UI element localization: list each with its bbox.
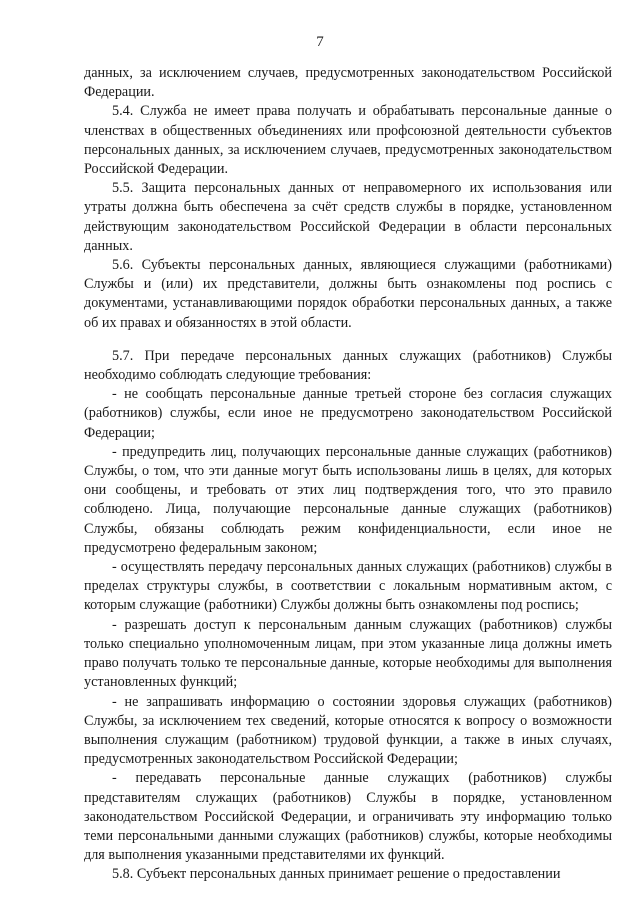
- paragraph-5-6: 5.6. Субъекты персональных данных, являющиеся служащими (работниками) Службы и (или) их представители, должны быть ознакомлены под роспись с документами, устанавливающими порядок обработки персональных данных, а также об их правах и обязанностях в этой области.: [84, 257, 612, 331]
- list-item-authorized-access: - разрешать доступ к персональным данным служащих (работников) службы только специально уполномоченным лицам, при этом указанные лица должны иметь право получать только те персональные данные, которые необходимы для выполнения установленных функций;: [84, 616, 612, 691]
- paragraph-5-7: 5.7. При передаче персональных данных служащих (работников) Службы необходимо соблюдать следующие требования:: [84, 347, 612, 384]
- list-item-internal-transfer: - осуществлять передачу персональных данных служащих (работников) службы в пределах структуры службы, в соответствии с локальным нормативным актом, с которым служащие (работники) Службы должны быть ознакомлены под роспись;: [84, 559, 612, 614]
- paragraph-5-5: 5.5. Защита персональных данных от неправомерного их использования или утраты должна быть обеспечена за счёт средств службы в порядке, установленном действующим законодательством Российской Федерации в области персональных данных.: [84, 180, 612, 254]
- list-item-no-third-party: - не сообщать персональные данные третьей стороне без согласия служащих (работников) службы, если иное не предусмотрено законодательством Российской Федерации;: [84, 386, 612, 441]
- list-item-representatives: - передавать персональные данные служащих (работников) службы представителям служащих (работников) Службы в порядке, установленном законодательством Российской Федерации, и ограничивать эту информацию только теми персональными данными служащих (работников) службы, которые необходимы для выполнения указанными представителями их функций.: [84, 770, 612, 864]
- page-number: 7: [316, 34, 324, 50]
- document-body: [84, 64, 612, 885]
- paragraph-5-8: 5.8. Субъект персональных данных принимает решение о предоставлении: [112, 866, 561, 883]
- list-item-warn-recipients: - предупредить лиц, получающих персональные данные служащих (работников) Службы, о том, что эти данные могут быть использованы лишь в целях, для которых они сообщены, и требовать от этих лиц подтверждения того, что это правило соблюдено. Лица, получающие персональные данные служащих (работников) Службы, обязаны соблюдать режим конфиденциальности, если иное не предусмотрено федеральным законом;: [84, 443, 612, 556]
- list-item-health-info: - не запрашивать информацию о состоянии здоровья служащих (работников) Службы, за исключением тех сведений, которые относятся к вопросу о возможности выполнения служащим (работником) трудовой функции, а также в иных случаях, предусмотренных законодательством Российской Федерации;: [84, 693, 612, 768]
- paragraph-continuation: данных, за исключением случаев, предусмотренных законодательством Российской Федерации.: [84, 65, 612, 101]
- paragraph-5-4: 5.4. Служба не имеет права получать и обрабатывать персональные данные о членствах в общественных объединениях или профсоюзной деятельности субъектов персональных данных, за исключением случаев, предусмотренных законодательством Российской Федерации.: [84, 103, 612, 178]
